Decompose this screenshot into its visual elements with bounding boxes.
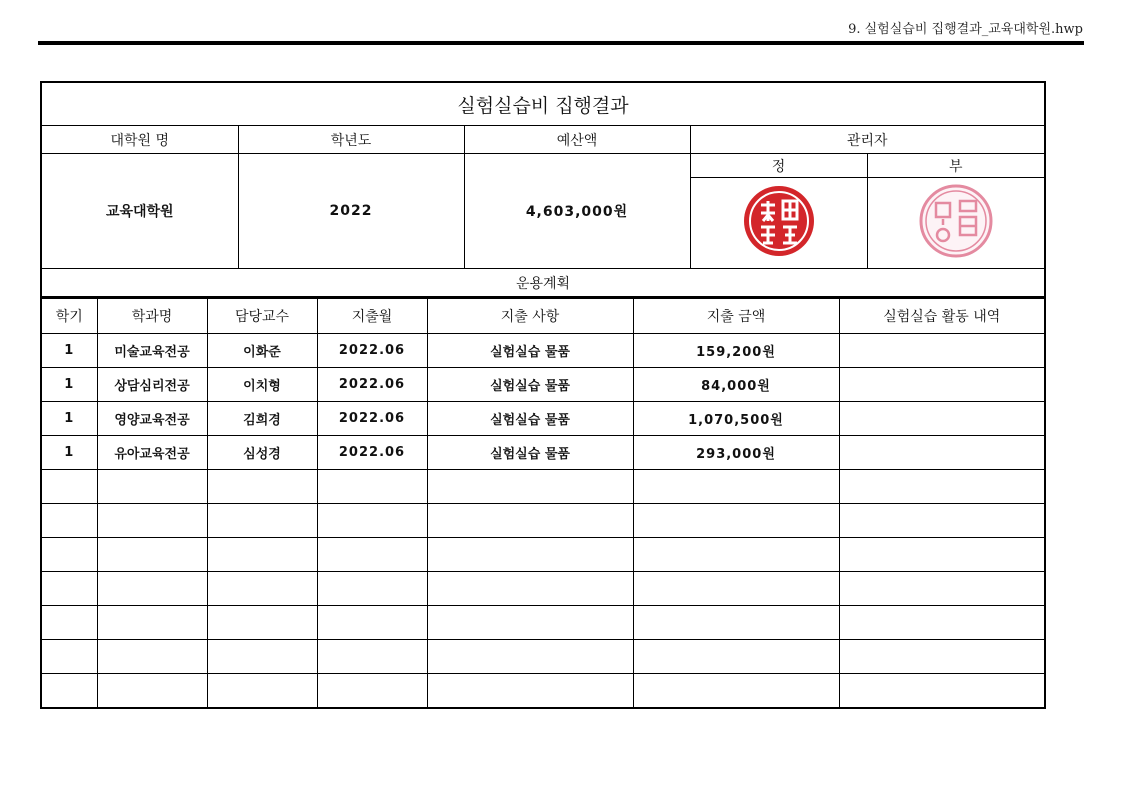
budget-value: 4,603,000원: [464, 154, 690, 269]
header-rule: [38, 41, 1084, 45]
cell-professor: [207, 640, 317, 674]
cell-semester: [41, 674, 97, 709]
cell-department: 영양교육전공: [97, 402, 207, 436]
cell-activity: [839, 334, 1045, 368]
cell-semester: [41, 504, 97, 538]
cell-activity: [839, 572, 1045, 606]
cell-amount: 1,070,500원: [633, 402, 839, 436]
cell-amount: [633, 538, 839, 572]
cell-amount: 293,000원: [633, 436, 839, 470]
cell-department: [97, 674, 207, 709]
cell-month: [317, 640, 427, 674]
year-value: 2022: [238, 154, 464, 269]
year-header: 학년도: [238, 126, 464, 154]
cell-amount: 84,000원: [633, 368, 839, 402]
cell-department: [97, 640, 207, 674]
cell-item: 실험실습 물품: [427, 402, 633, 436]
cell-department: [97, 572, 207, 606]
cell-professor: [207, 504, 317, 538]
cell-department: 상담심리전공: [97, 368, 207, 402]
manager-secondary-header: 부: [867, 154, 1045, 178]
cell-activity: [839, 436, 1045, 470]
manager-secondary-stamp-cell: [867, 178, 1045, 269]
file-name: 9. 실험실습비 집행결과_교육대학원.hwp: [848, 22, 1083, 37]
cell-professor: 김희경: [207, 402, 317, 436]
cell-month: 2022.06: [317, 368, 427, 402]
cell-professor: [207, 606, 317, 640]
cell-amount: [633, 572, 839, 606]
column-header-item: 지출 사항: [427, 299, 633, 334]
cell-department: [97, 470, 207, 504]
cell-month: [317, 572, 427, 606]
cell-semester: [41, 470, 97, 504]
cell-amount: 159,200원: [633, 334, 839, 368]
cell-month: 2022.06: [317, 436, 427, 470]
plan-label: 운용계획: [41, 269, 1045, 298]
column-header-semester: 학기: [41, 299, 97, 334]
cell-semester: 1: [41, 402, 97, 436]
cell-semester: 1: [41, 436, 97, 470]
cell-activity: [839, 402, 1045, 436]
table-row: [41, 606, 1045, 640]
table-row: [41, 436, 1045, 470]
cell-amount: [633, 640, 839, 674]
table-row: [41, 538, 1045, 572]
cell-item: [427, 572, 633, 606]
page-title: 실험실습비 집행결과: [41, 82, 1045, 126]
cell-semester: [41, 538, 97, 572]
cell-item: 실험실습 물품: [427, 334, 633, 368]
cell-month: [317, 504, 427, 538]
cell-month: 2022.06: [317, 402, 427, 436]
cell-amount: [633, 674, 839, 709]
cell-month: [317, 538, 427, 572]
cell-professor: [207, 674, 317, 709]
budget-header: 예산액: [464, 126, 690, 154]
cell-professor: 심성경: [207, 436, 317, 470]
cell-amount: [633, 504, 839, 538]
table-row: [41, 334, 1045, 368]
table-row: [41, 640, 1045, 674]
table-row: [41, 402, 1045, 436]
summary-table: [40, 81, 1046, 298]
table-row: [41, 674, 1045, 709]
column-header-activity: 실험실습 활동 내역: [839, 299, 1045, 334]
cell-professor: 이치형: [207, 368, 317, 402]
cell-month: [317, 470, 427, 504]
cell-item: [427, 504, 633, 538]
cell-item: [427, 674, 633, 709]
column-header-department: 학과명: [97, 299, 207, 334]
column-header-amount: 지출 금액: [633, 299, 839, 334]
cell-department: 유아교육전공: [97, 436, 207, 470]
cell-activity: [839, 470, 1045, 504]
expense-table-header: [41, 299, 1045, 334]
cell-department: [97, 606, 207, 640]
manager-primary-stamp-cell: [690, 178, 867, 269]
manager-header: 관리자: [690, 126, 1045, 154]
cell-activity: [839, 606, 1045, 640]
cell-amount: [633, 606, 839, 640]
column-header-professor: 담당교수: [207, 299, 317, 334]
cell-month: 2022.06: [317, 334, 427, 368]
cell-month: [317, 674, 427, 709]
cell-item: [427, 640, 633, 674]
cell-semester: 1: [41, 334, 97, 368]
cell-professor: 이화준: [207, 334, 317, 368]
cell-item: [427, 470, 633, 504]
cell-activity: [839, 640, 1045, 674]
cell-activity: [839, 538, 1045, 572]
manager-primary-header: 정: [690, 154, 867, 178]
grad-school-header: 대학원 명: [41, 126, 238, 154]
expense-table: [40, 298, 1046, 709]
seal-stamp-primary-icon: [741, 183, 817, 259]
cell-month: [317, 606, 427, 640]
cell-amount: [633, 470, 839, 504]
cell-department: 미술교육전공: [97, 334, 207, 368]
cell-department: [97, 538, 207, 572]
table-row: [41, 470, 1045, 504]
cell-item: [427, 606, 633, 640]
seal-stamp-secondary-icon: [914, 183, 998, 259]
cell-item: 실험실습 물품: [427, 436, 633, 470]
cell-professor: [207, 538, 317, 572]
document-body: [40, 81, 1046, 709]
cell-activity: [839, 674, 1045, 709]
cell-semester: [41, 640, 97, 674]
cell-semester: 1: [41, 368, 97, 402]
grad-school-value: 교육대학원: [41, 154, 238, 269]
cell-item: 실험실습 물품: [427, 368, 633, 402]
cell-department: [97, 504, 207, 538]
column-header-month: 지출월: [317, 299, 427, 334]
table-row: [41, 572, 1045, 606]
cell-semester: [41, 606, 97, 640]
cell-activity: [839, 368, 1045, 402]
table-row: [41, 368, 1045, 402]
cell-semester: [41, 572, 97, 606]
cell-professor: [207, 470, 317, 504]
cell-professor: [207, 572, 317, 606]
cell-item: [427, 538, 633, 572]
cell-activity: [839, 504, 1045, 538]
table-row: [41, 504, 1045, 538]
